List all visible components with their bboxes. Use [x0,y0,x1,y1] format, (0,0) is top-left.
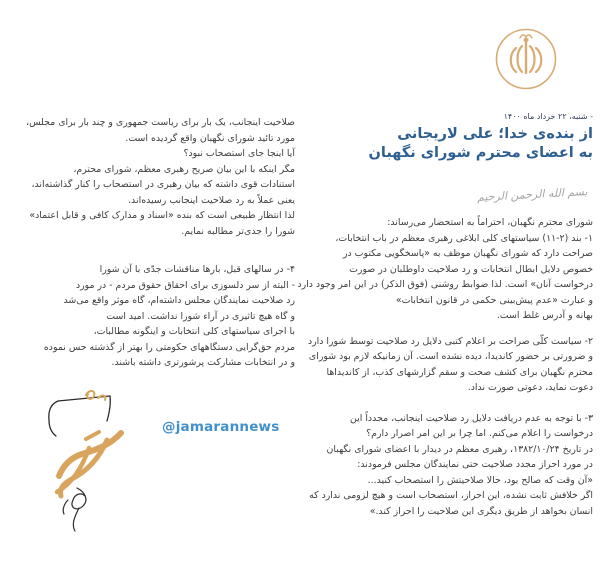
text-line: صراحت دارد که شورای نگهبان موظف به «پاسخگویی مکتوب در [343,248,593,259]
letter-body-right-column [297,215,593,519]
larijani-signature [28,388,133,538]
text-line: محترم نگهبان برای کشف صحت و سقم گزارشهای کذب، از کاندیداها [326,366,593,378]
paragraph-1 [297,215,593,324]
letter-body-left-column [5,115,295,371]
text-line: خصوص دلایل ابطال انتخابات و رد صلاحیت داوطلبان در صورت [349,263,593,275]
letter-heading [369,125,593,163]
text-line: با اجرای سیاستهای کلی انتخابات و اینگونه مطالبات، [93,326,295,337]
text-line: مورد تائید شورای نگهبان واقع گردیده است. [125,132,295,144]
text-line: شورا را جدی‌تر مطالبه نمایم. [181,225,295,237]
text-line: آیا اینجا جای استصحاب نبود؟ [183,148,295,159]
text-line: مردم حق‌گرایی دستگاههای حکومتی را بهتر از گذشته حس نموده [43,341,295,353]
text-line: درخواست آنان» است. لذا ضوابط روشنی (فوق الذکر) در این امر وجود دارد [297,279,593,290]
text-line: مگر اینکه با این بیان صریح رهبری معظم، شورای محترم، [73,163,295,175]
text-line: انسان بخواهد از طریق دیگری این صلاحیت را احراز کند.» [369,505,593,517]
letter-date: - شنبه، ۲۲ خرداد ماه ۱۴۰۰ [503,112,593,121]
text-line: ۱- بند (۲-۱۱) سیاستهای کلی ابلاغی رهبری معظم در باب انتخابات، [335,232,593,244]
text-line: دعوت نماید، دعوتی صورت نداد. [467,382,593,393]
text-line: و عبارت «عدم پیش‌بینی حکمی در قانون انتخابات» [395,294,593,306]
text-line: شورای محترم نگهبان، احتراماً به استحضار می‌رساند: [387,217,593,228]
paragraph-5 [5,262,295,371]
iran-emblem-graphic [494,27,558,91]
text-line: یعنی عملاً به رد صلاحیت اینجانب رسیده‌اند. [128,194,295,206]
paragraph-4 [5,115,295,239]
paragraph-3 [301,411,593,520]
heading-from-line: از بنده‌ی خدا؛ علی لاریجانی [397,126,593,142]
text-line: ۲- سیاست کلّی صراحت بر اعلام کتبی دلایل رد صلاحیت توسط شورا دارد [307,335,593,347]
text-line: و ضرورتی بر حضور کاندیدا، دیده نشده است. آن زمانیکه لازم بود شورای [308,351,593,362]
signature-graphic [28,388,133,538]
text-line: و گاه هیچ تاثیری در آراء شورا نداشت. امید است [106,310,295,322]
jamaran-news-watermark: @jamarannews [162,419,280,435]
text-line: درخواست را اعلام می‌کنم. اما چرا بر این امر اصرار دارم؟ [366,428,593,439]
text-line: - البته از سر دلسوزی برای احقاق حقوق مردم - در مورد [75,279,295,291]
text-line: اگر خلافش ثابت نشده، این احراز، استصحاب است و هیچ لزومی ندارد که [309,490,593,501]
text-line: رد صلاحیت نمایندگان مجلس داشته‌ام، گاه موثر واقع می‌شد [63,295,295,306]
iran-national-emblem-icon [494,27,558,91]
text-line: بهانه و آدرس غلط است. [496,310,593,321]
text-line: ۳- با توجه به عدم دریافت دلایل رد صلاحیت اینجانب، مجدداً این [350,412,593,424]
bismillah-calligraphy: بسم الله الرحمن الرحیم [477,185,589,204]
text-line: لذا انتظار طبیعی است که بنده «اسناد و مدارک کافی و قابل اعتماد» [29,210,295,221]
text-line: «آن وقت که صالح بود، حالا صلاحیتش را استصحاب کنید... [367,474,593,486]
text-line: صلاحیت اینجانب، یک بار برای ریاست جمهوری و چند بار برای مجلس، [26,117,295,128]
text-line: استنادات قوی داشته که بیان رهبری در استصحاب را کنار گذاشته‌اند، [31,179,295,190]
text-line: ۴- در سالهای قبل، بارها مناقشات جدّی با آن شورا [99,264,295,275]
heading-to-line: به اعضای محترم شورای نگهبان [368,145,593,161]
paragraph-2 [301,334,593,396]
text-line: و در انتخابات مشارکت پرشورتری داشته باشند. [111,357,295,368]
text-line: در تاریخ ۱۳۸۲/۱۰/۲۴، رهبری معظم در دیدار با اعضای شورای نگهبان [326,443,593,455]
text-line: در مورد احراز مجدد صلاحیت حتی نمایندگان مجلس فرمودند: [357,459,593,470]
